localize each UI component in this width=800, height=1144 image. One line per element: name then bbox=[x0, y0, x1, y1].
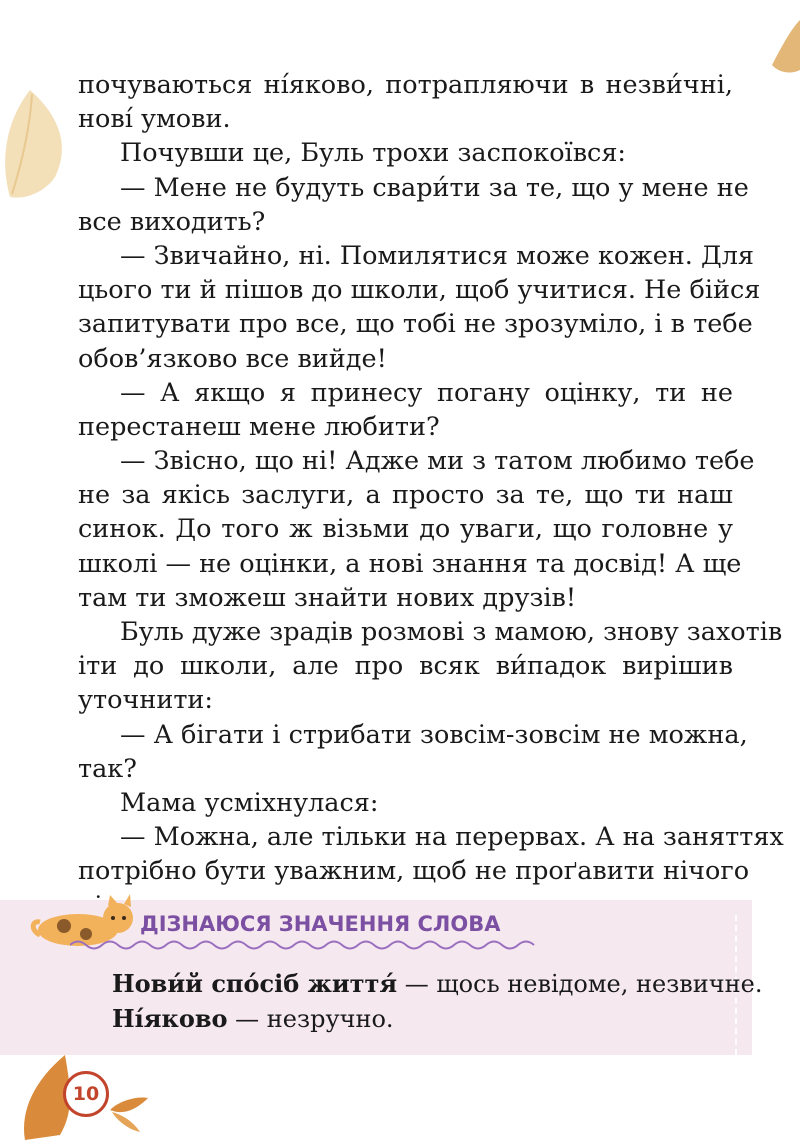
text-line: уточнити: bbox=[78, 685, 214, 716]
vocab-box-title: ДІЗНАЮСЯ ЗНАЧЕННЯ СЛОВА bbox=[140, 912, 501, 936]
text-line: не за якісь заслуги, а просто за те, що ти наш bbox=[78, 480, 733, 511]
text-line: все виходить? bbox=[78, 206, 266, 237]
text-line: цього ти й пішов до школи, щоб учитися. Не бійся bbox=[78, 275, 761, 306]
text-line: почуваються ні́яково, потрапляючи в незви́чні, bbox=[78, 70, 733, 100]
text-line: потрібно бути уважним, щоб не проґавити нічого bbox=[78, 856, 750, 887]
text-line: обов’язково все вийде! bbox=[78, 343, 387, 374]
leaf-icon bbox=[0, 82, 72, 202]
page-number: 10 bbox=[63, 1071, 109, 1117]
text-line: там ти зможеш знайти нових друзів! bbox=[78, 582, 577, 613]
text-line: — А якщо я принесу погану оцінку, ти не bbox=[120, 377, 733, 408]
vocab-definition: — щось невідоме, незвичне. bbox=[397, 970, 763, 998]
text-line: запитувати про все, що тобі не зрозуміло, і в тебе bbox=[78, 309, 753, 340]
text-line: синок. До того ж візьми до уваги, що головне у bbox=[78, 514, 733, 545]
vocab-entry bbox=[112, 969, 763, 998]
text-line: — Звісно, що ні! Адже ми з татом любимо тебе bbox=[120, 446, 755, 477]
text-line: нові́ умови. bbox=[78, 104, 231, 135]
text-line: — Мене не будуть свари́ти за те, що у мене не bbox=[120, 172, 749, 203]
wave-divider bbox=[70, 938, 540, 952]
text-line: — Звичайно, ні. Помилятися може кожен. Для bbox=[120, 240, 755, 271]
leaf-icon bbox=[770, 20, 800, 75]
text-line: Буль дуже зрадів розмові з мамою, знову захотів bbox=[120, 617, 783, 647]
text-line: — А бігати і стрибати зовсім-зовсім не можна, bbox=[120, 719, 748, 750]
text-line: іти до школи, але про всяк ви́падок вирішив bbox=[78, 651, 733, 682]
text-line: перестанеш мене любити? bbox=[78, 411, 440, 442]
text-line: так? bbox=[78, 753, 137, 784]
text-line: школі — не оцінки, а нові знання та досвід! А ще bbox=[78, 548, 742, 579]
story-text bbox=[78, 68, 784, 923]
text-line: Почувши це, Буль трохи заспокоївся: bbox=[120, 138, 627, 169]
text-line: Мама усміхнулася: bbox=[120, 787, 379, 818]
vocab-definition: — незручно. bbox=[227, 1005, 394, 1033]
vocab-term: Нови́й спо́сіб життя́ bbox=[112, 969, 398, 998]
text-line: — Можна, але тільки на перервах. А на заняттях bbox=[120, 822, 784, 853]
vocab-entry bbox=[112, 1004, 394, 1033]
vocab-term: Ні́яково bbox=[112, 1004, 228, 1033]
